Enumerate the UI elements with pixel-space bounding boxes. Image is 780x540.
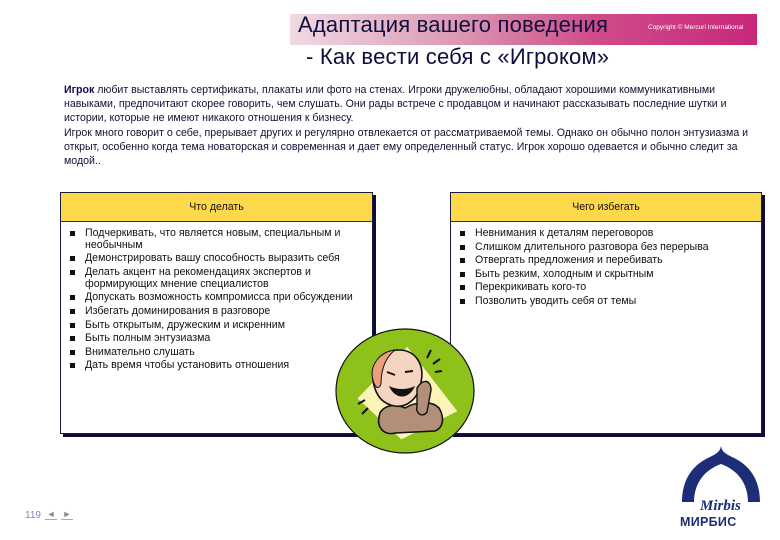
list-item-text: Перекрикивать кого-то [475,281,587,294]
intro-paragraph-1-text: любит выставлять сертификаты, плакаты или фото на стенах. Игроки дружелюбны, обладают хорошими коммуникативными навыками, предпочитают скорее говорить, чем слушать. Они рады встрече с продавцом и начинают рассказывать последние шутки и истории, которые не имеют никакого отношения к бизнесу. [64,84,727,124]
list-item-text: Невнимания к деталям переговоров [475,227,654,239]
bullet-icon [70,323,75,328]
intro-text [64,84,754,171]
list-item [69,347,364,359]
list-item-text: Избегать доминирования в разговоре [85,304,271,317]
list-item [69,253,364,265]
logo-script-text: Mirbis [700,498,741,514]
list-item [459,269,753,281]
list-item-text: Подчеркивать, что является новым, специальным и необычным [85,227,341,251]
bullet-icon [70,350,75,355]
avoid-list [451,222,761,308]
prev-slide-button[interactable]: ◄ [46,509,56,519]
bullet-icon [70,270,75,275]
laughing-person-clipart-icon [335,328,475,454]
do-box [60,192,373,434]
list-item-text: Слишком длительного разговора без перерыва [475,240,709,253]
list-item [69,292,364,304]
bullet-icon [70,309,75,314]
list-item-text: Быть открытым, дружеским и искренним [85,318,285,331]
list-item-text: Делать акцент на рекомендациях экспертов и формирующих мнение специалистов [85,265,311,290]
list-item [69,320,364,332]
page-subtitle: - Как вести себя с «Игроком» [306,44,610,69]
intro-paragraph-1 [64,84,754,125]
bullet-icon [70,295,75,300]
bullet-icon [70,336,75,341]
bullet-icon [460,285,465,290]
page-title: Адаптация вашего поведения [298,12,609,37]
list-item-text: Отвергать предложения и перебивать [475,254,663,267]
list-item-text: Дать время чтобы установить отношения [85,359,290,372]
bullet-icon [460,299,465,304]
list-item [459,242,753,254]
bullet-icon [70,256,75,261]
list-item-text: Позволить уводить себя от темы [475,294,637,307]
bullet-icon [70,363,75,368]
logo-text: МИРБИС [680,515,737,529]
list-item [459,228,753,240]
bullet-icon [460,231,465,236]
list-item [69,333,364,345]
do-box-header: Что делать [61,193,372,222]
next-slide-button[interactable]: ► [62,509,72,519]
list-item-text: Быть резким, холодным и скрытным [475,267,654,280]
list-item [69,360,364,372]
page-number: 119 [25,510,41,521]
list-item [69,228,364,252]
bullet-icon [70,231,75,236]
intro-bold-term: Игрок [64,84,95,96]
list-item-text: Быть полным энтузиазма [85,332,211,345]
list-item-text: Допускать возможность компромисса при обсуждении [85,291,353,304]
list-item-text: Демонстрировать вашу способность выразить себя [85,252,340,265]
list-item-text: Внимательно слушать [85,345,195,358]
list-item [69,306,364,318]
bullet-icon [460,245,465,250]
bullet-icon [460,258,465,263]
do-list [61,222,372,372]
intro-paragraph-2: Игрок много говорит о себе, прерывает других и регулярно отвлекается от рассматриваемой темы. Однако он обычно полон энтузиазма и открыт, особенно когда тема новаторская и современная и дает ему определенный статус. Игрок хорошо одевается и обычно следит за модой.. [64,127,749,167]
list-item [69,267,364,291]
avoid-box [450,192,762,434]
list-item [459,296,753,308]
copyright-notice: Copyright © Mercuri International [648,24,744,31]
bullet-icon [460,272,465,277]
list-item [459,282,753,294]
list-item [459,255,753,267]
avoid-box-header: Чего избегать [451,193,761,222]
